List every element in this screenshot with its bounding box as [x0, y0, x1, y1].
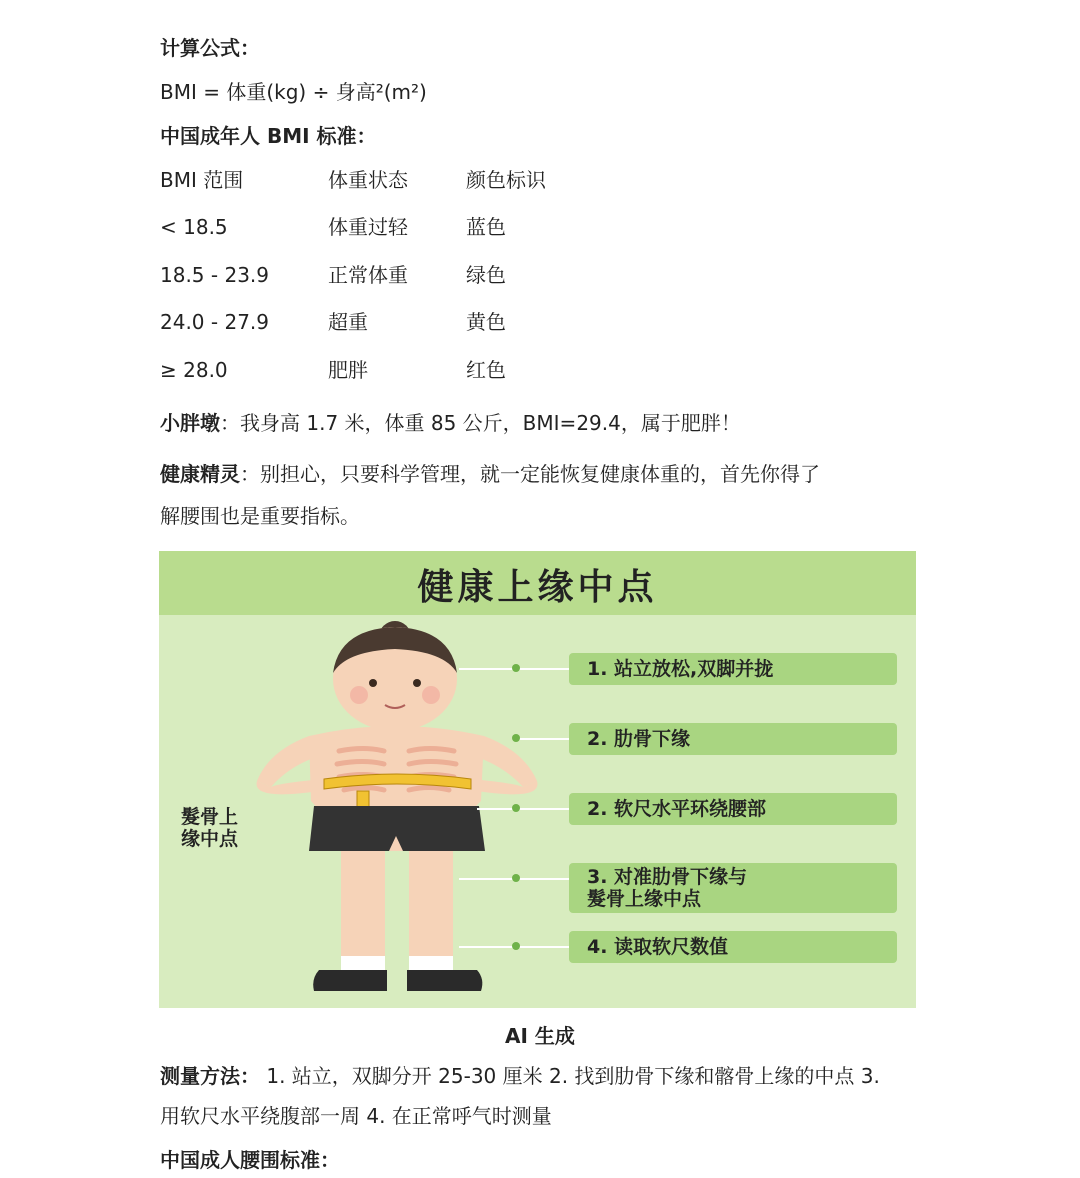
step-5-box — [569, 931, 897, 963]
table-cell: 超重 — [328, 310, 368, 334]
step-3-box — [569, 793, 897, 825]
leader-line — [477, 808, 569, 810]
measurement-heading: 测量方法： — [160, 1064, 260, 1088]
table-cell: 肥胖 — [328, 358, 368, 382]
step-2-label: 2. 肋骨下缘 — [587, 728, 691, 750]
bmi-standard-heading — [160, 122, 377, 150]
pointer-dot — [512, 942, 520, 950]
step-1-label: 1. 站立放松,双脚并拢 — [587, 658, 774, 680]
pointer-dot — [512, 664, 520, 672]
step-2-box — [569, 723, 897, 755]
measurement-text: 1. 站立，双脚分开 25-30 厘米 2. 找到肋骨下缘和髂骨上缘的中点 3. — [260, 1064, 880, 1088]
table-cell: 红色 — [466, 358, 506, 382]
dialogue-line-2-cont: 解腰围也是重要指标。 — [160, 504, 360, 528]
step-4-box — [569, 863, 897, 913]
speaker-name: 小胖墩 — [160, 411, 220, 435]
table-cell: 蓝色 — [466, 215, 506, 239]
step-4-label-line2: 髮骨上缘中点 — [587, 888, 702, 910]
bmi-heading-prefix: 中国成年人 — [160, 124, 267, 148]
table-cell: ≥ 28.0 — [160, 358, 228, 382]
table-cell: 正常体重 — [328, 263, 408, 287]
pointer-dot — [512, 804, 520, 812]
dialogue-line-1 — [160, 409, 741, 437]
bmi-heading-suffix: 标准： — [309, 124, 377, 148]
illustration-title: 健康上缘中点 — [417, 567, 658, 608]
table-header-range: BMI 范围 — [160, 168, 244, 192]
pointer-dot — [512, 734, 520, 742]
step-3-label: 2. 软尺水平环绕腰部 — [587, 798, 767, 820]
leader-line — [515, 738, 569, 740]
hip-label-line1: 髮骨上 — [181, 806, 239, 828]
step-5-label: 4. 读取软尺数值 — [587, 936, 729, 958]
formula-heading: 计算公式： — [160, 36, 260, 60]
formula-text: BMI = 体重(kg) ÷ 身高²(m²) — [160, 80, 427, 104]
table-cell: < 18.5 — [160, 215, 228, 239]
hip-point-label — [181, 806, 238, 850]
table-cell: 24.0 - 27.9 — [160, 310, 269, 334]
table-cell: 黄色 — [466, 310, 506, 334]
speaker-name: 健康精灵 — [160, 462, 240, 486]
image-caption: AI 生成 — [505, 1024, 575, 1048]
table-header-status: 体重状态 — [328, 168, 408, 192]
hip-label-line2: 缘中点 — [181, 828, 239, 850]
table-cell: 体重过轻 — [328, 215, 408, 239]
measurement-line-1 — [160, 1062, 880, 1090]
pointer-dot — [512, 874, 520, 882]
waist-standard-heading: 中国成人腰围标准： — [160, 1148, 340, 1172]
waist-measurement-illustration — [159, 551, 916, 1008]
dialogue-text: ：我身高 1.7 米，体重 85 公斤，BMI=29.4，属于肥胖！ — [220, 411, 741, 435]
step-4-label-line1: 3. 对准肋骨下缘与 — [587, 866, 748, 888]
bmi-heading-bold: BMI — [266, 124, 310, 148]
table-cell: 18.5 - 23.9 — [160, 263, 269, 287]
dialogue-text: ：别担心，只要科学管理，就一定能恢复健康体重的，首先你得了 — [240, 462, 820, 486]
table-cell: 绿色 — [466, 263, 506, 287]
measurement-line-2: 用软尺水平绕腹部一周 4. 在正常呼气时测量 — [160, 1104, 552, 1128]
dialogue-line-2 — [160, 460, 820, 488]
table-header-color: 颜色标识 — [466, 168, 546, 192]
step-1-box — [569, 653, 897, 685]
